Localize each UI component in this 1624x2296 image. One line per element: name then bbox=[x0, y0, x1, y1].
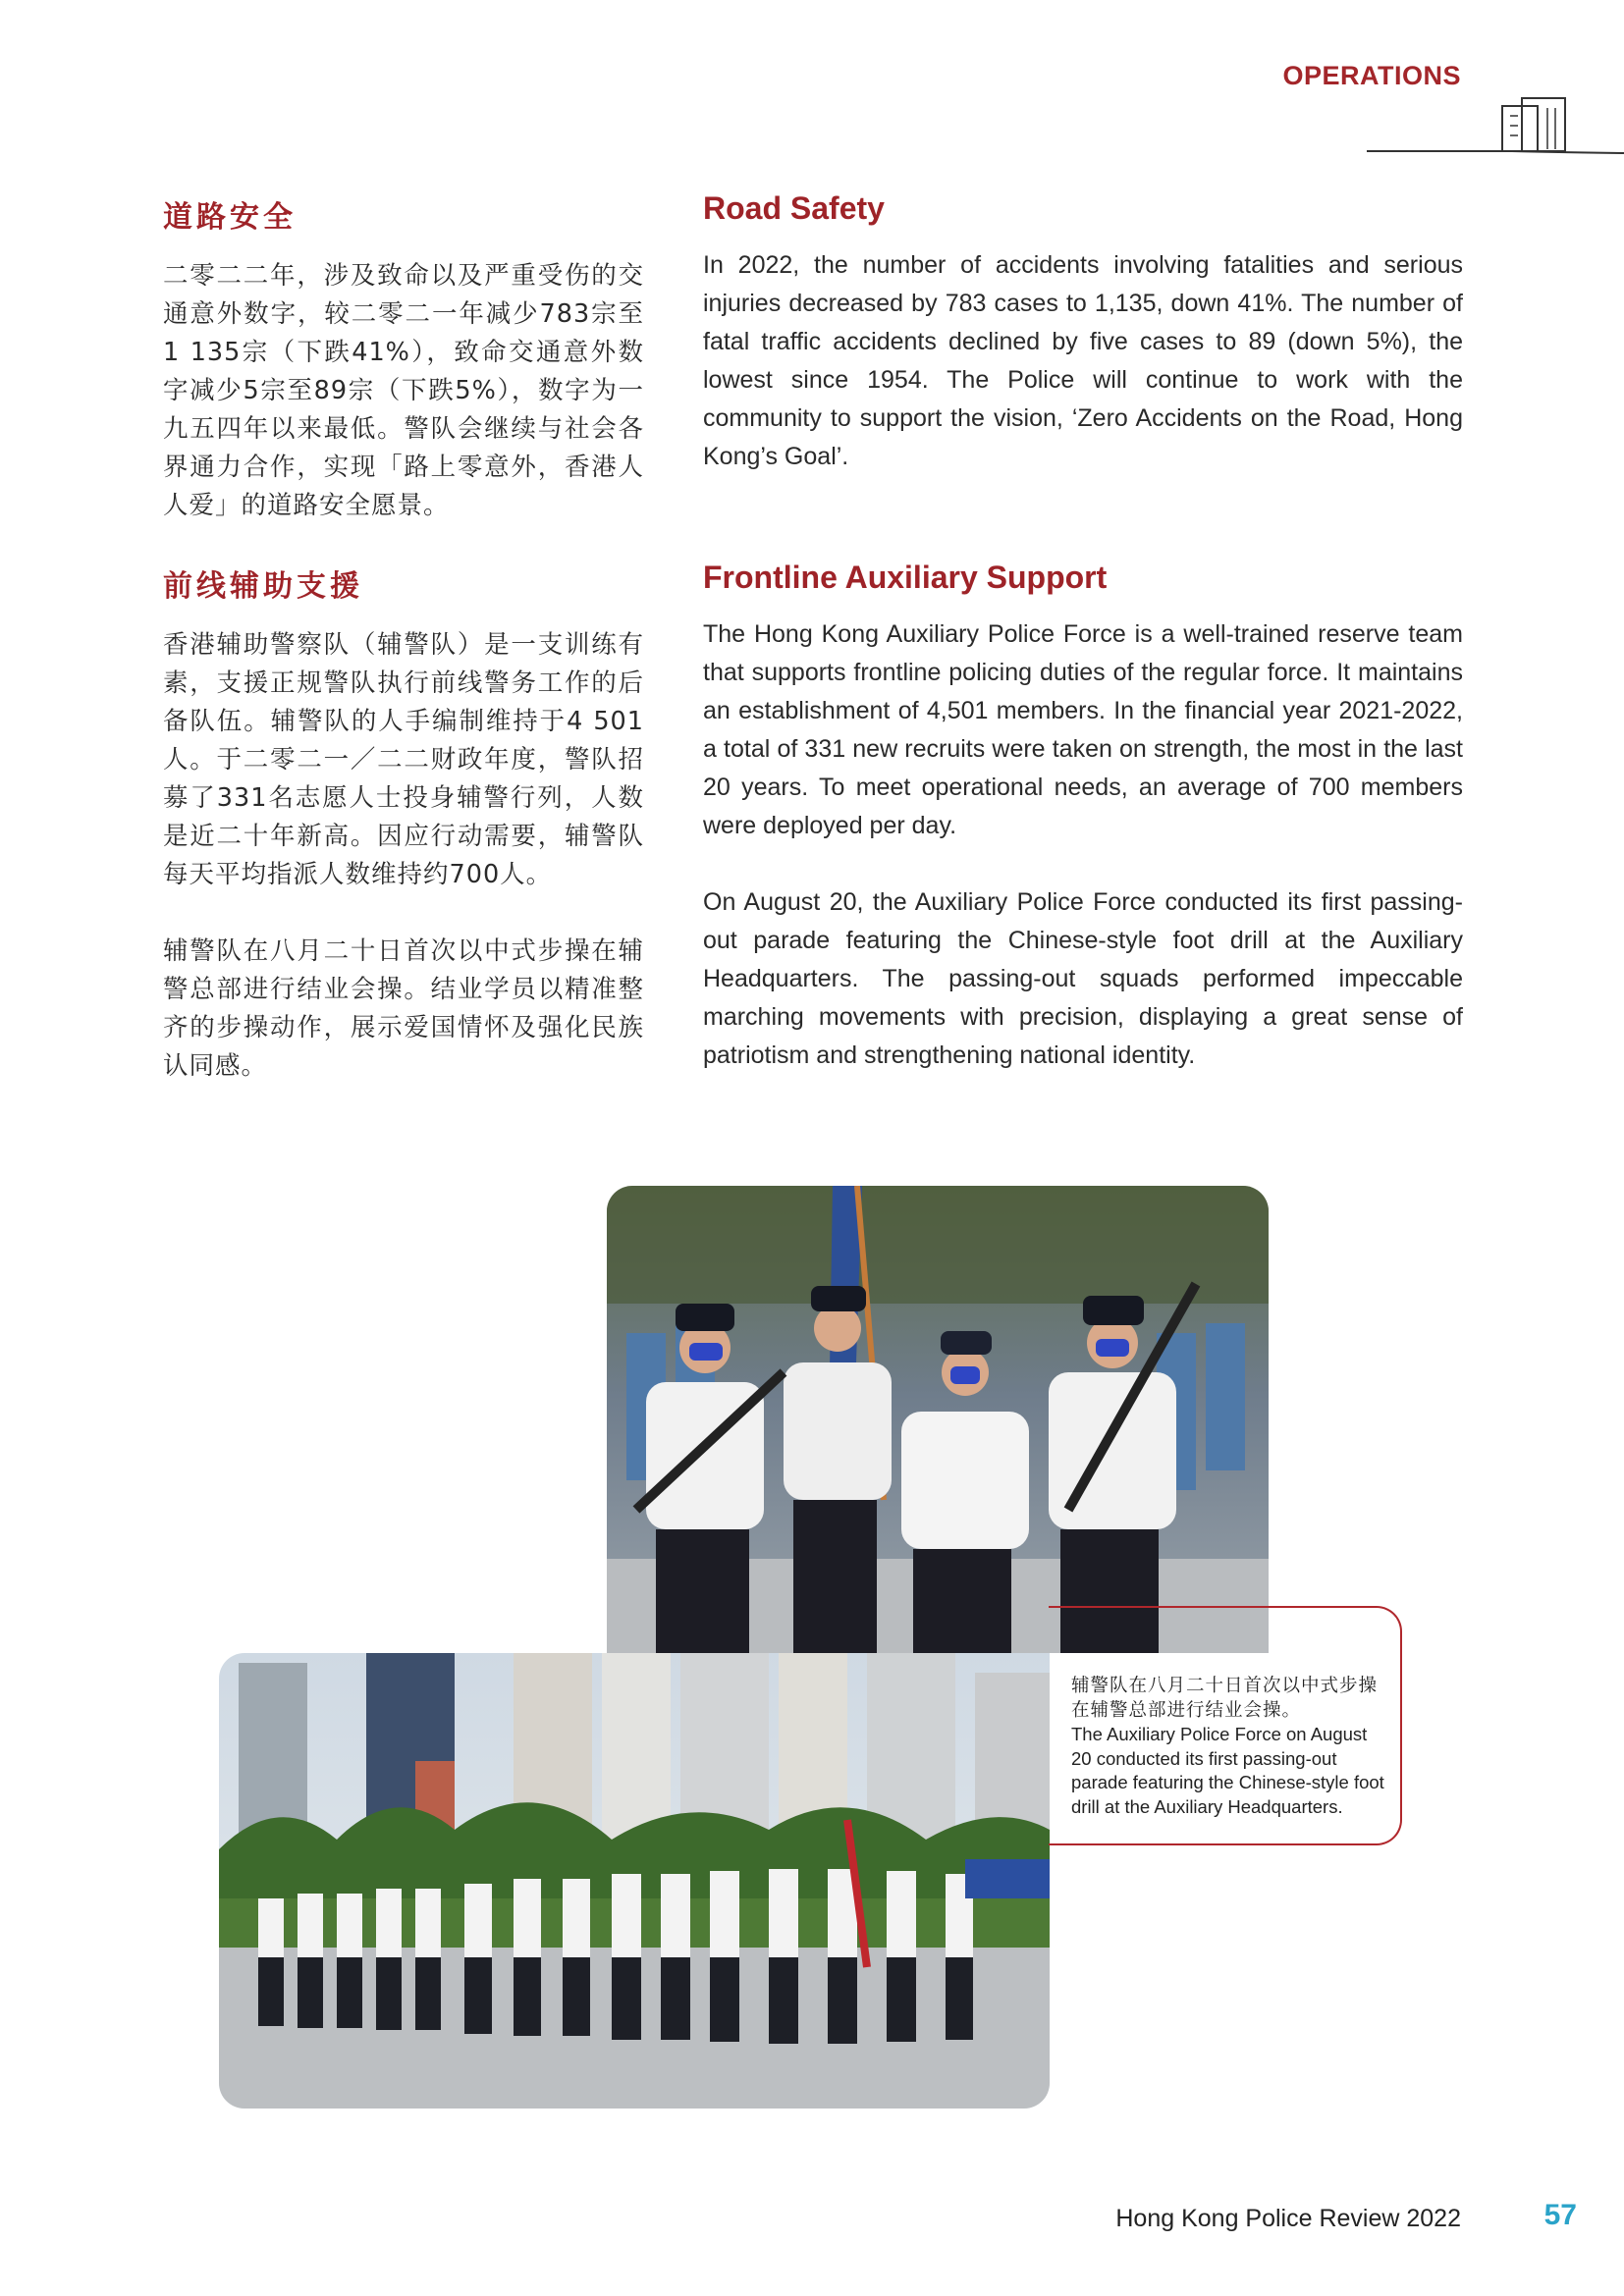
page-number: 57 bbox=[1543, 2199, 1577, 2231]
footer-title: Hong Kong Police Review 2022 bbox=[1115, 2205, 1461, 2232]
road-safety-en-body: In 2022, the number of accidents involving fatalities and serious injuries decreased by 783 cases to 1,135, down 41%. The number of fatal traffic accidents declined by five cases to 89 (down 5%), the lowest since 1954. The Police will continue to work with the community to support the vision, ‘Zero Accidents on the Road, Hong Kong’s Goal’. bbox=[703, 251, 1463, 470]
caption-zh: 辅警队在八月二十日首次以中式步操在辅警总部进行结业会操。 bbox=[1071, 1676, 1379, 1721]
auxiliary-zh-body-2: 辅警队在八月二十日首次以中式步操在辅警总部进行结业会操。结业学员以精准整齐的步操动作，展示爱国情怀及强化民族认同感。 bbox=[163, 936, 644, 1081]
building-line-icon bbox=[1355, 90, 1624, 159]
auxiliary-zh-body-1: 香港辅助警察队（辅警队）是一支训练有素，支援正规警队执行前线警务工作的后备队伍。辅警队的人手编制维持于4 501人。于二零二一／二二财政年度，警队招募了331名志愿人士投身辅警行列，人数是近二十年新高。因应行动需要，辅警队每天平均指派人数维持约700人。 bbox=[163, 630, 644, 889]
road-safety-zh-title: 道路安全 bbox=[163, 200, 297, 235]
auxiliary-en-body-1: The Hong Kong Auxiliary Police Force is a well-trained reserve team that supports frontline policing duties of the regular force. It maintains an establishment of 4,501 members. In the financial year 2021-2022, a total of 331 new recruits were taken on strength, the most in the last 20 years. To meet operational needs, an average of 700 members were deployed per day. bbox=[703, 620, 1463, 839]
road-safety-zh bbox=[163, 192, 644, 525]
parade-photo-bottom bbox=[219, 1653, 1050, 2109]
auxiliary-zh-title: 前线辅助支援 bbox=[163, 569, 363, 604]
photo-caption bbox=[1071, 1675, 1385, 1819]
road-safety-en bbox=[703, 190, 1463, 476]
road-safety-zh-body: 二零二二年，涉及致命以及严重受伤的交通意外数字，较二零二一年减少783宗至1 135宗（下跌41%），致命交通意外数字减少5宗至89宗（下跌5%），数字为一九五四年以来最低。警队会继续与社会各界通力合作，实现「路上零意外，香港人人爱」的道路安全愿景。 bbox=[163, 261, 644, 520]
section-tag: OPERATIONS bbox=[1282, 61, 1461, 90]
parade-photo-top bbox=[607, 1186, 1269, 1653]
caption-en: The Auxiliary Police Force on August 20 conducted its first passing-out parade featuring the Chinese-style foot drill at the Auxiliary Headquarters. bbox=[1071, 1724, 1384, 1817]
auxiliary-en-title: Frontline Auxiliary Support bbox=[703, 560, 1108, 595]
auxiliary-zh bbox=[163, 561, 644, 1086]
auxiliary-en bbox=[703, 560, 1463, 1075]
auxiliary-en-body-2: On August 20, the Auxiliary Police Force conducted its first passing-out parade featuring the Chinese-style foot drill at the Auxiliary Headquarters. The passing-out squads performed impeccable marching movements with precision, displaying a great sense of patriotism and strengthening national identity. bbox=[703, 888, 1463, 1069]
road-safety-en-title: Road Safety bbox=[703, 190, 885, 226]
